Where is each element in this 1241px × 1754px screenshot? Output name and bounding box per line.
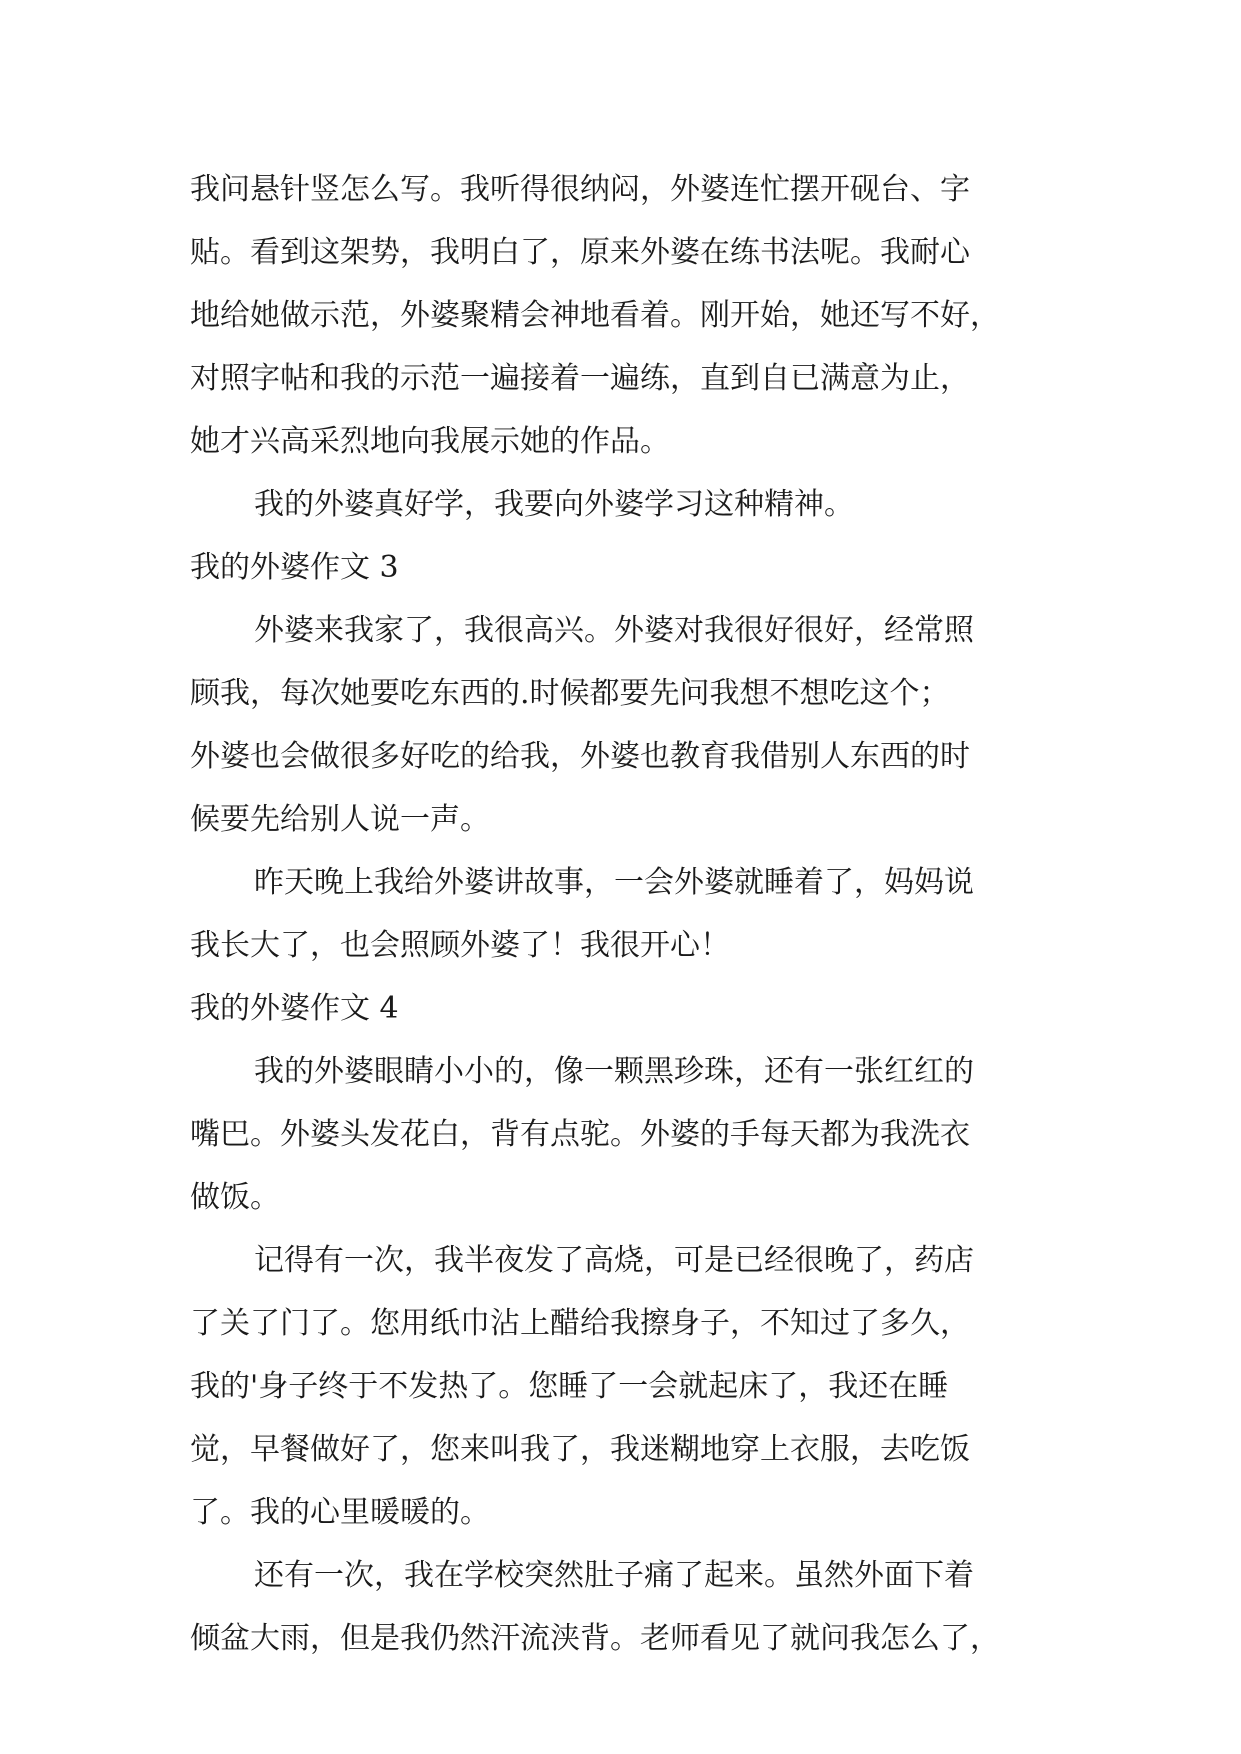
document-body — [190, 158, 1050, 1670]
section-heading: 我的外婆作文 3 — [190, 550, 399, 585]
text-line: 顾我，每次她要吃东西的.时候都要先问我想不想吃这个； — [190, 676, 950, 711]
paragraph-first-line: 我的外婆眼睛小小的，像一颗黑珍珠，还有一张红红的 — [254, 1054, 974, 1089]
text-line: 做饭。 — [190, 1180, 280, 1215]
paragraph-first-line: 昨天晚上我给外婆讲故事，一会外婆就睡着了，妈妈说 — [254, 865, 974, 900]
text-line: 我的'身子终于不发热了。您睡了一会就起床了，我还在睡 — [190, 1369, 949, 1404]
paragraph-first-line: 外婆来我家了，我很高兴。外婆对我很好很好，经常照 — [254, 613, 974, 648]
text-line: 了关了门了。您用纸巾沾上醋给我擦身子，不知过了多久， — [190, 1306, 970, 1341]
text-line: 嘴巴。外婆头发花白，背有点驼。外婆的手每天都为我洗衣 — [190, 1117, 970, 1152]
text-line: 了。我的心里暖暖的。 — [190, 1495, 490, 1530]
paragraph-first-line: 还有一次，我在学校突然肚子痛了起来。虽然外面下着 — [254, 1558, 974, 1593]
text-line: 觉，早餐做好了，您来叫我了，我迷糊地穿上衣服，去吃饭 — [190, 1432, 970, 1467]
text-line: 地给她做示范，外婆聚精会神地看着。刚开始，她还写不好， — [190, 298, 1000, 333]
text-line: 我长大了，也会照顾外婆了！我很开心！ — [190, 928, 730, 963]
text-line: 候要先给别人说一声。 — [190, 802, 490, 837]
text-line: 对照字帖和我的示范一遍接着一遍练，直到自已满意为止， — [190, 361, 970, 396]
text-line: 贴。看到这架势，我明白了，原来外婆在练书法呢。我耐心 — [190, 235, 970, 270]
section-heading: 我的外婆作文 4 — [190, 991, 399, 1026]
text-line: 外婆也会做很多好吃的给我，外婆也教育我借别人东西的时 — [190, 739, 970, 774]
text-line: 倾盆大雨，但是我仍然汗流浃背。老师看见了就问我怎么了， — [190, 1621, 1000, 1656]
text-line: 她才兴高采烈地向我展示她的作品。 — [190, 424, 670, 459]
paragraph-first-line: 我的外婆真好学，我要向外婆学习这种精神。 — [254, 487, 854, 522]
paragraph-first-line: 记得有一次，我半夜发了高烧，可是已经很晚了，药店 — [254, 1243, 974, 1278]
text-line: 我问悬针竖怎么写。我听得很纳闷，外婆连忙摆开砚台、字 — [190, 172, 970, 207]
